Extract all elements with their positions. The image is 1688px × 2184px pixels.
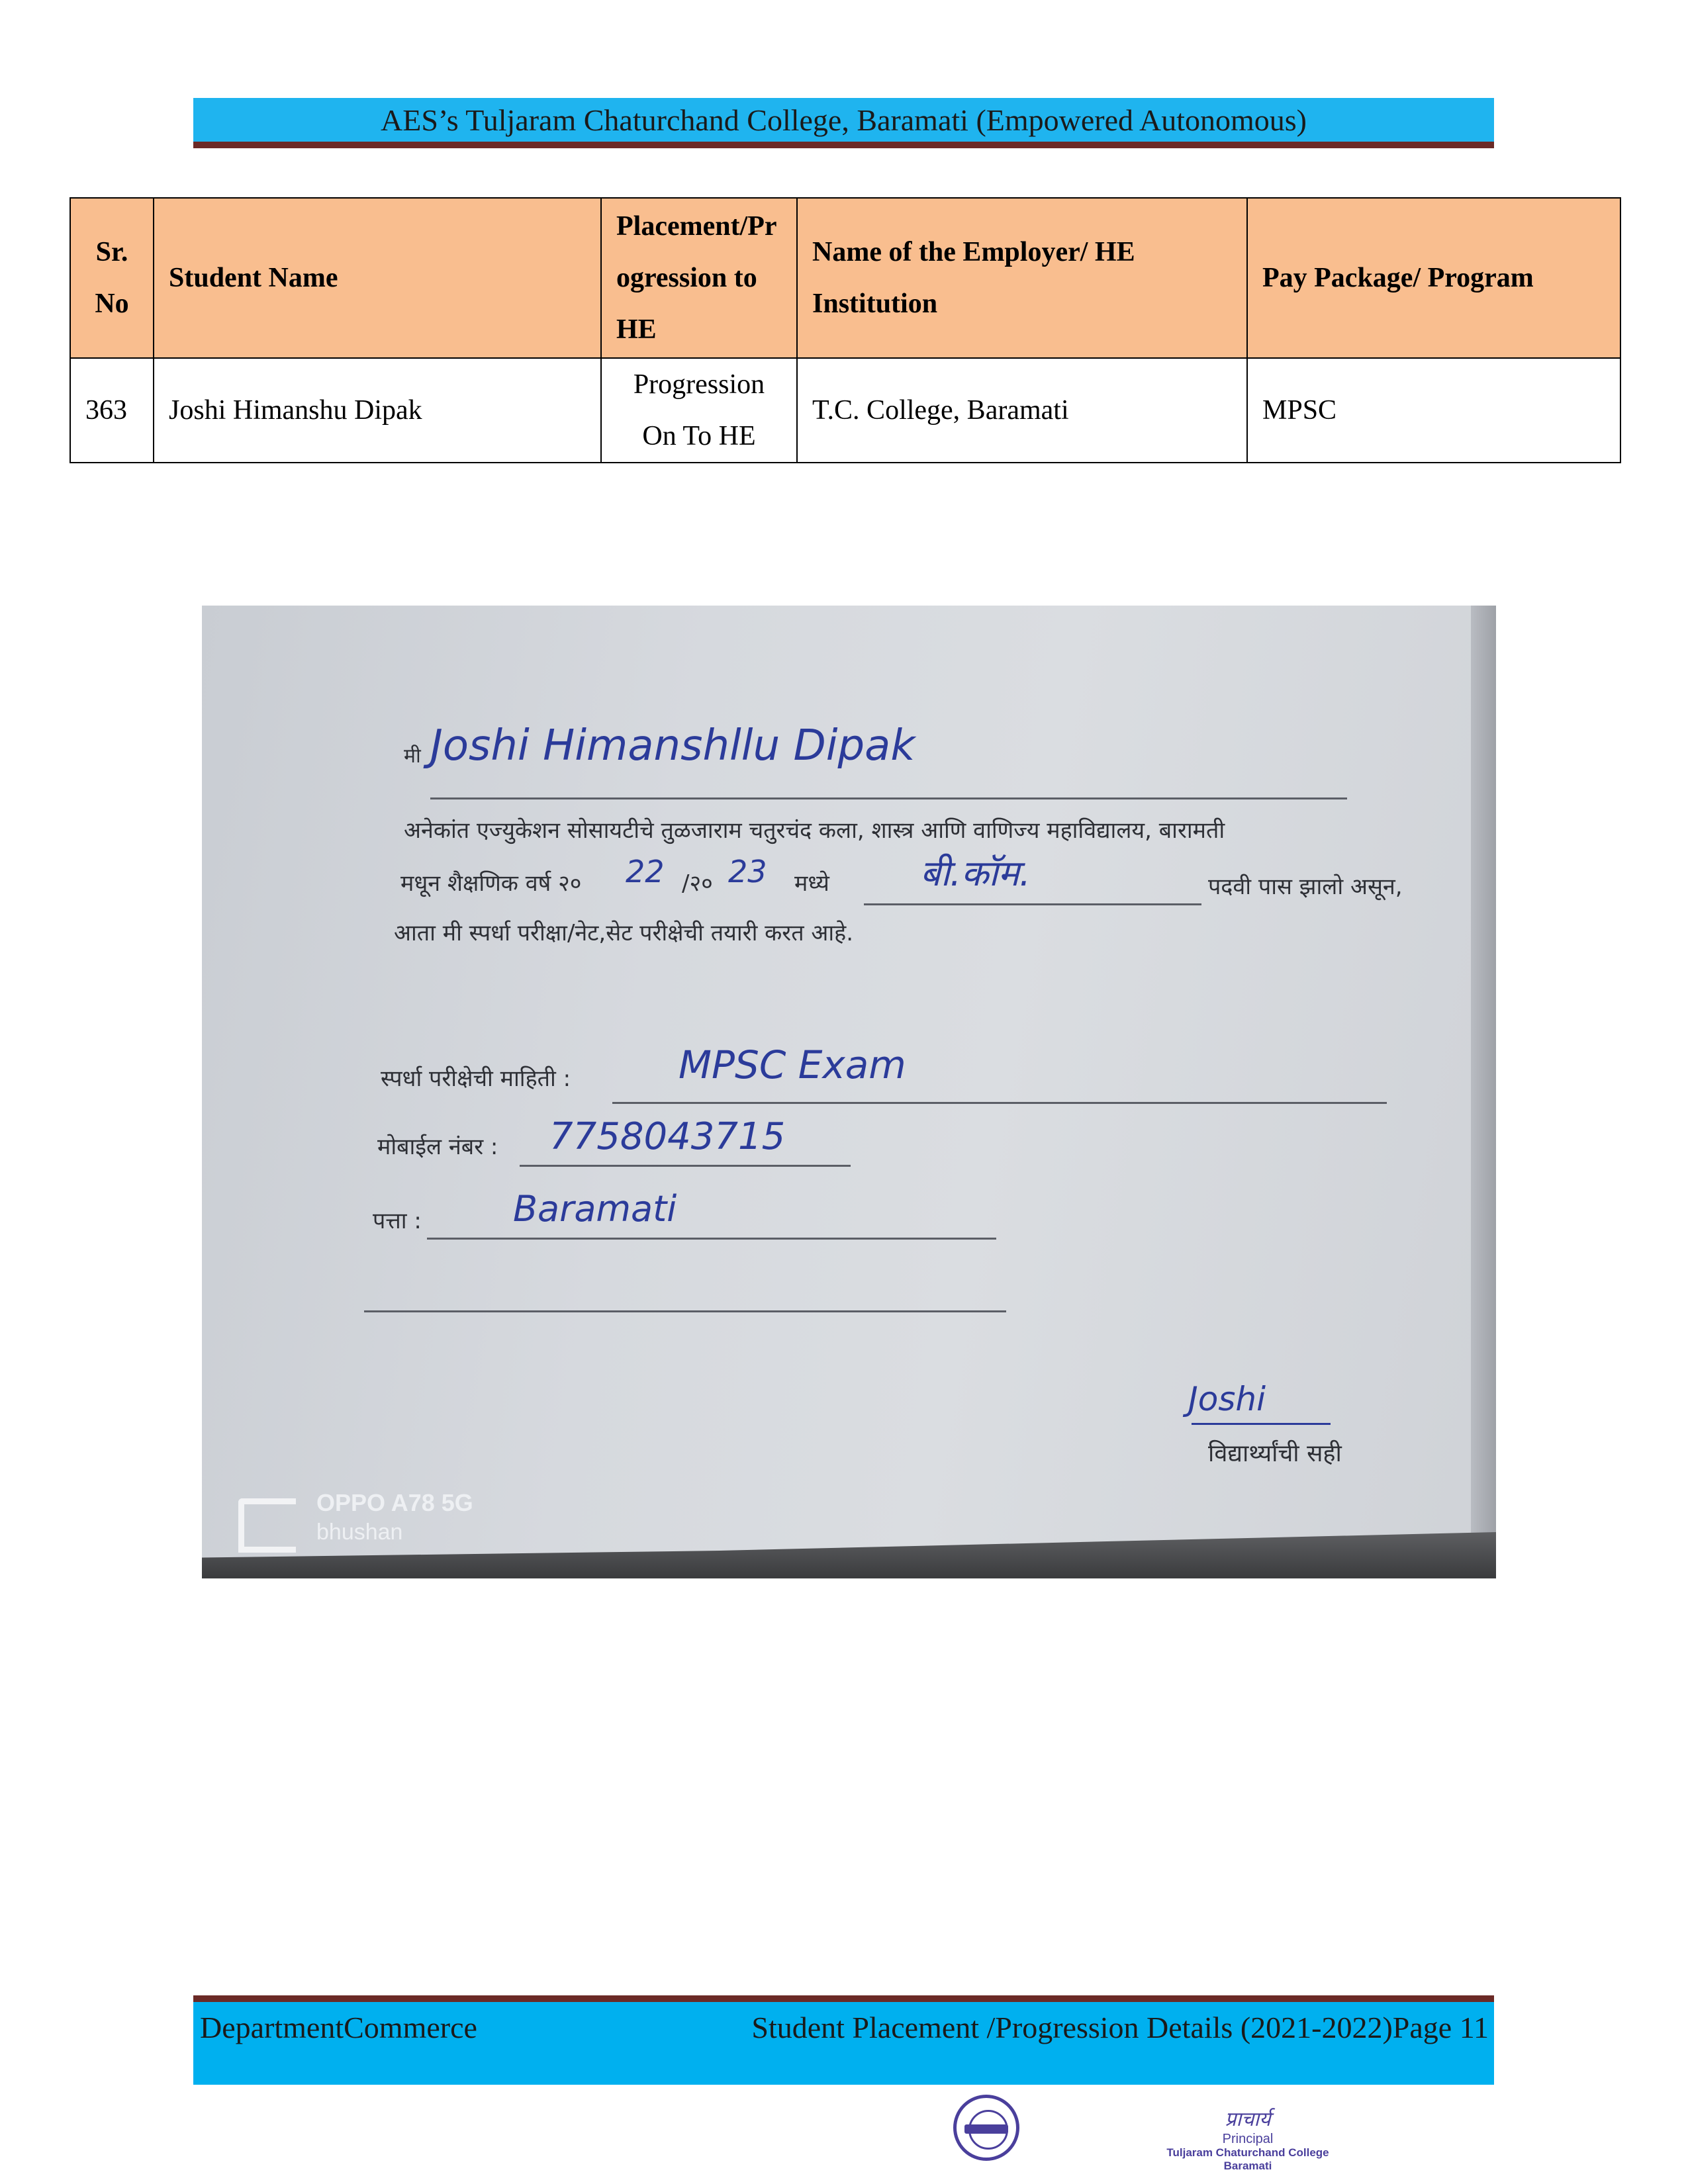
blank-address-line	[364, 1310, 1006, 1312]
form-photo	[202, 606, 1496, 1578]
camera-logo-icon	[238, 1498, 296, 1553]
principal-title: Principal	[1222, 2132, 1274, 2146]
form-line-1: अनेकांत एज्युकेशन सोसायटीचे तुळजाराम चतुरचंद कला, शास्त्र आणि वाणिज्य महाविद्यालय, बारामती	[404, 817, 1225, 844]
column-header-sr-no: Sr. No	[70, 198, 154, 358]
cell-employer: T.C. College, Baramati	[797, 358, 1247, 463]
form-line-2c: मध्ये	[794, 870, 829, 897]
cell-placement: Progression On To HE	[601, 358, 797, 463]
year-to-handwritten: 23	[728, 854, 767, 889]
footer-details: Student Placement /Progression Details (2021-2022)Page 11	[751, 2011, 1489, 2044]
mobile-label: मोबाईल नंबर :	[377, 1134, 498, 1160]
cell-sr-no: 363	[70, 358, 154, 463]
student-signature: Joshi	[1188, 1380, 1266, 1418]
signature-stroke	[1192, 1423, 1331, 1425]
table-row	[70, 358, 1620, 463]
watermark-device: OPPO A78 5G	[316, 1489, 473, 1516]
paper-fold-shadow	[1471, 606, 1496, 1578]
name-underline	[430, 797, 1347, 799]
page-header	[193, 98, 1494, 142]
placement-table	[70, 197, 1621, 463]
address-label: पत्ता :	[373, 1208, 422, 1234]
form-line-2b: /२०	[682, 870, 713, 897]
year-from-handwritten: 22	[626, 854, 665, 889]
principal-college: Tuljaram Chaturchand College	[1166, 2146, 1329, 2159]
degree-underline	[864, 903, 1201, 905]
footer-department: DepartmentCommerce	[200, 2011, 477, 2044]
column-header-placement: Placement/Progression to HE	[601, 198, 797, 358]
college-title: AES’s Tuljaram Chaturchand College, Baramati (Empowered Autonomous)	[381, 103, 1307, 137]
watermark-user: bhushan	[316, 1520, 403, 1545]
page-footer	[193, 2002, 1494, 2085]
mobile-value-handwritten: 7758043715	[549, 1115, 786, 1158]
college-seal-icon	[953, 2095, 1019, 2161]
table-header-row	[70, 198, 1620, 358]
column-header-student-name: Student Name	[154, 198, 601, 358]
exam-value-handwritten: MPSC Exam	[679, 1042, 906, 1087]
principal-stamp	[1162, 2105, 1334, 2173]
exam-underline	[612, 1102, 1387, 1104]
header-divider	[193, 142, 1494, 148]
form-line-2a: मधून शैक्षणिक वर्ष २०	[400, 870, 582, 897]
footer-divider	[193, 1995, 1494, 2002]
principal-city: Baramati	[1223, 2160, 1272, 2172]
column-header-employer: Name of the Employer/ HE Institution	[797, 198, 1247, 358]
name-prefix: मी	[404, 745, 421, 768]
cell-pay-package: MPSC	[1247, 358, 1620, 463]
form-line-3: आता मी स्पर्धा परीक्षा/नेट,सेट परीक्षेची तयारी करत आहे.	[394, 920, 853, 946]
principal-signature: प्राचार्य	[1225, 2109, 1271, 2130]
column-header-pay-package: Pay Package/ Program	[1247, 198, 1620, 358]
signature-label: विद्यार्थ्यांची सही	[1208, 1440, 1342, 1467]
mobile-underline	[520, 1165, 851, 1167]
degree-handwritten: बी.कॉम.	[920, 852, 1031, 894]
exam-label: स्पर्धा परीक्षेची माहिती :	[381, 1066, 571, 1092]
address-value-handwritten: Baramati	[513, 1188, 677, 1230]
cell-student-name: Joshi Himanshu Dipak	[154, 358, 601, 463]
address-underline	[427, 1238, 996, 1240]
student-name-handwritten: Joshi Himanshllu Dipak	[430, 721, 915, 770]
form-line-2d: पदवी पास झालो असून,	[1208, 874, 1403, 900]
